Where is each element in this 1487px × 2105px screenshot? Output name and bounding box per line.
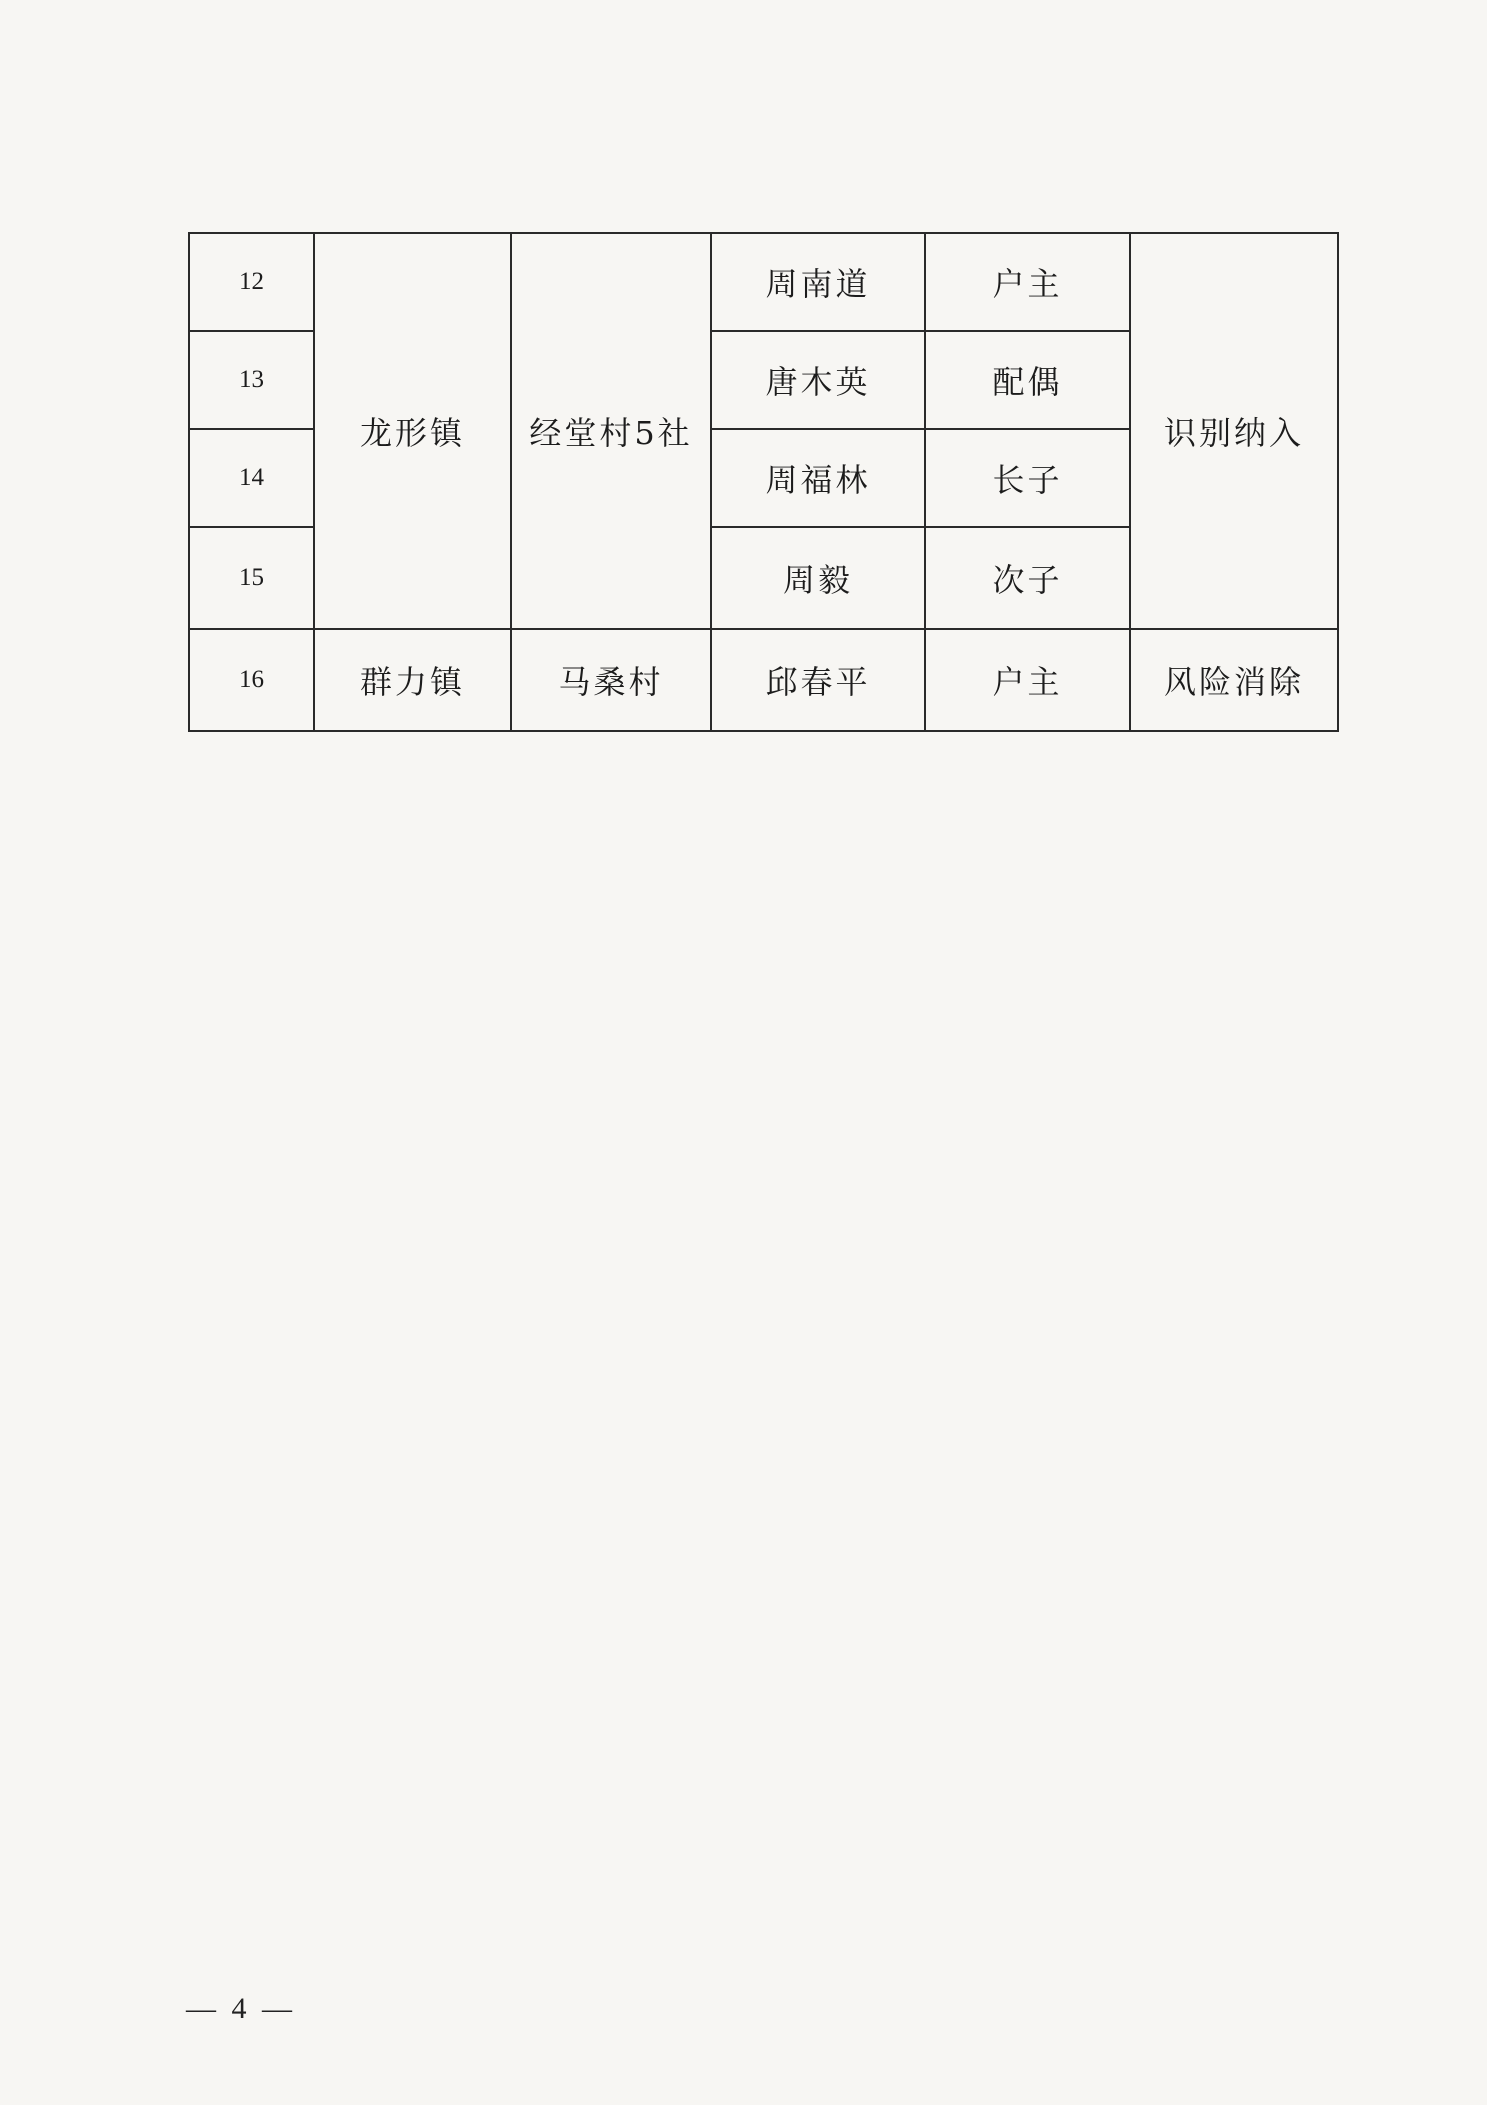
- name-cell: 周南道: [711, 233, 925, 331]
- name-cell: 周福林: [711, 429, 925, 527]
- household-table: [188, 232, 1339, 732]
- status-cell: 识别纳入: [1130, 233, 1338, 629]
- name-cell: 唐木英: [711, 331, 925, 429]
- row-number: 16: [189, 629, 314, 731]
- relation-cell: 长子: [925, 429, 1130, 527]
- relation-cell: 次子: [925, 527, 1130, 629]
- row-number: 12: [189, 233, 314, 331]
- table-row: [189, 629, 1338, 731]
- town-cell: 龙形镇: [314, 233, 511, 629]
- row-number: 14: [189, 429, 314, 527]
- village-cell: 经堂村5社: [511, 233, 711, 629]
- name-cell: 周毅: [711, 527, 925, 629]
- relation-cell: 户主: [925, 629, 1130, 731]
- status-cell: 风险消除: [1130, 629, 1338, 731]
- row-number: 15: [189, 527, 314, 629]
- relation-cell: 户主: [925, 233, 1130, 331]
- name-cell: 邱春平: [711, 629, 925, 731]
- town-cell: 群力镇: [314, 629, 511, 731]
- page-number: — 4 —: [186, 1992, 296, 2025]
- row-number: 13: [189, 331, 314, 429]
- table-row: [189, 233, 1338, 331]
- relation-cell: 配偶: [925, 331, 1130, 429]
- village-cell: 马桑村: [511, 629, 711, 731]
